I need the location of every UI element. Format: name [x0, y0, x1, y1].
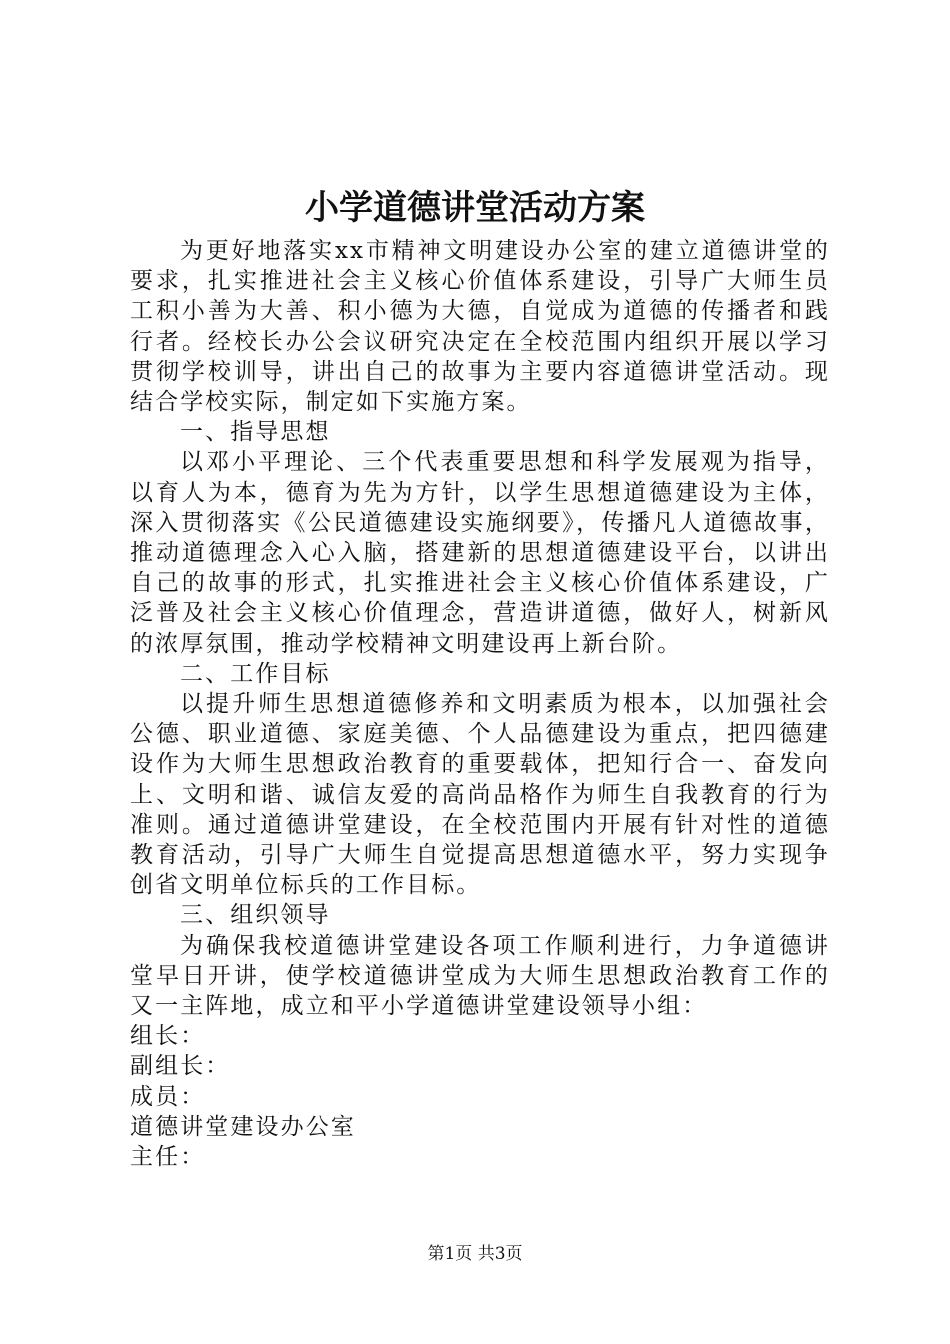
roster-leader: 组长：	[130, 1023, 206, 1050]
roster-members: 成员：	[130, 1083, 206, 1110]
document-title: 小学道德讲堂活动方案	[305, 188, 645, 228]
page-number-footer: 第1页 共3页	[427, 1244, 523, 1264]
roster-deputy-leader: 副组长：	[130, 1053, 231, 1080]
section-heading-work-goals: 二、工作目标	[180, 660, 331, 687]
document-body	[130, 236, 830, 1172]
intro-paragraph: 为更好地落实xx市精神文明建设办公室的建立道德讲堂的要求，扎实推进社会主义核心价值体系建设，引导广大师生员工积小善为大善、积小德为大德，自觉成为道德的传播者和践行者。经校长办公会议研究决定在全校范围内组织开展以学习贯彻学校训导，讲出自己的故事为主要内容道德讲堂活动。现结合学校实际，制定如下实施方案。	[130, 238, 830, 416]
section-heading-organization: 三、组织领导	[180, 902, 331, 929]
section-heading-guiding-ideology: 一、指导思想	[180, 419, 331, 446]
roster-office: 道德讲堂建设办公室	[130, 1113, 356, 1140]
section-paragraph-work-goals: 以提升师生思想道德修养和文明素质为根本，以加强社会公德、职业道德、家庭美德、个人品德建设为重点，把四德建设作为大师生思想政治教育的重要载体，把知行合一、奋发向上、文明和谐、诚信友爱的高尚品格作为师生自我教育的行为准则。通过道德讲堂建设，在全校范围内开展有针对性的道德教育活动，引导广大师生自觉提高思想道德水平，努力实现争创省文明单位标兵的工作目标。	[130, 691, 830, 899]
roster-director: 主任：	[130, 1144, 206, 1171]
section-paragraph-organization: 为确保我校道德讲堂建设各项工作顺利进行，力争道德讲堂早日开讲，使学校道德讲堂成为大师生思想政治教育工作的又一主阵地，成立和平小学道德讲堂建设领导小组：	[130, 932, 830, 1020]
section-paragraph-guiding-ideology: 以邓小平理论、三个代表重要思想和科学发展观为指导，以育人为本，德育为先为方针，以学生思想道德建设为主体，深入贯彻落实《公民道德建设实施纲要》，传播凡人道德故事，推动道德理念入心入脑，搭建新的思想道德建设平台，以讲出自己的故事的形式，扎实推进社会主义核心价值体系建设，广泛普及社会主义核心价值理念，营造讲道德，做好人，树新风的浓厚氛围，推动学校精神文明建设再上新台阶。	[130, 449, 830, 657]
